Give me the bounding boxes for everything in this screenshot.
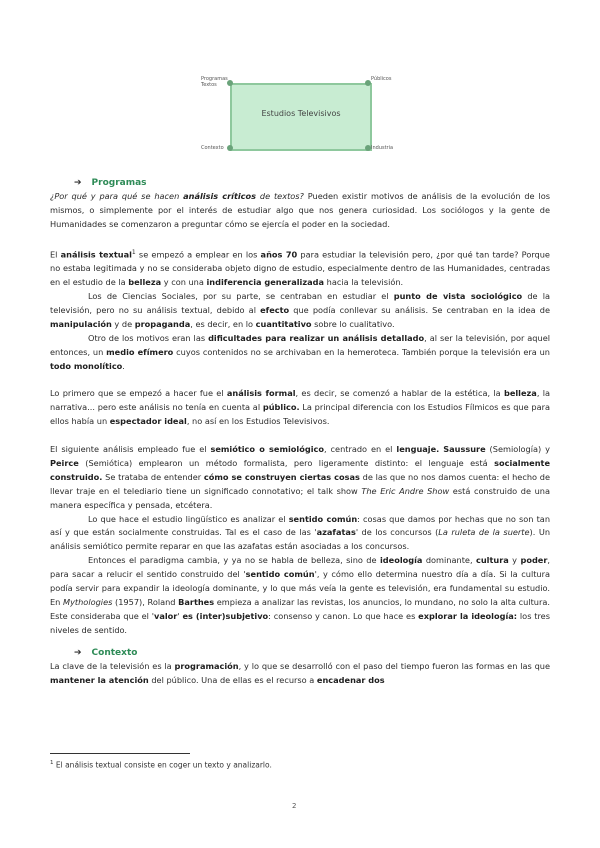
paragraph: [50, 443, 550, 513]
text-run: (1957), Roland: [112, 596, 179, 607]
footnote-separator: [50, 753, 190, 754]
emphasis: propaganda: [134, 318, 191, 329]
emphasis: Saussure: [443, 444, 486, 454]
corner-label-top-left: Programas Textos: [201, 76, 228, 88]
text-run: , centrado en el: [324, 444, 397, 454]
emphasis: lenguaje.: [396, 444, 440, 454]
footnote-text: El análisis textual consiste en coger un texto y analizarlo.: [53, 760, 272, 770]
document-body: [50, 176, 550, 688]
text-run: ', y cómo ello determina nuestro día a día. Si la cultura podía servir para expandir la ideología dominante, y lo que más veía la gente es televisión, era fundamental su estudio. En: [50, 569, 551, 607]
text-run: ). Un análisis semiótico permite reparar en que las azafatas están asociadas a los concursos.: [50, 527, 551, 552]
paragraph: [50, 387, 550, 429]
emphasis: cultura: [475, 555, 509, 566]
text-run: (Semiótica) emplearon un método formalista, pero ligeramente distinto: el lenguaje está: [78, 457, 495, 468]
text-run: , no así en los Estudios Televisivos.: [186, 416, 330, 427]
arrow-icon: ➔: [74, 647, 82, 658]
section-title: Contexto: [91, 647, 138, 658]
corner-label-top-right: Públicos: [371, 76, 392, 82]
italic-title: Mythologies: [63, 596, 113, 607]
text-run: del público. Una de ellas es el recurso a: [148, 674, 317, 685]
emphasis: mantener la atención: [50, 674, 149, 685]
text-run: los tres niveles de sentido.: [50, 610, 550, 635]
text-run: hacia la televisión.: [324, 277, 404, 288]
emphasis: poder: [520, 555, 548, 566]
emphasis: semiótico o semiológico: [210, 444, 324, 454]
text-run: , es decir, se comenzó a hablar de la estética, la: [295, 388, 504, 399]
emphasis: es (inter)subjetivo: [182, 610, 269, 621]
emphasis: explorar la ideología:: [418, 610, 518, 621]
text-run: ': [177, 610, 183, 621]
emphasis: sentido común: [288, 513, 358, 524]
emphasis: ideología: [379, 555, 423, 566]
emphasis: programación: [174, 660, 239, 671]
emphasis: belleza: [128, 277, 162, 288]
emphasis: todo monolítico: [50, 360, 123, 371]
emphasis: belleza: [503, 388, 537, 399]
text-run: cuyos contenidos no se archivaban en la hemeroteca. También porque la televisión era un: [173, 346, 550, 357]
italic-title: The Eric Andre Show: [361, 485, 450, 496]
section-title: Programas: [91, 178, 147, 188]
text-run: empieza a analizar las revistas, los anuncios, lo mundano, no solo la alta cultura. Este consideraba que el ': [50, 596, 550, 621]
emphasis: cuantitativo: [255, 318, 312, 329]
diagram-box-label: Estudios Televisivos: [261, 109, 341, 118]
emphasis: análisis formal: [226, 388, 296, 399]
text-run: para estudiar la televisión pero, ¿por qué tan tarde? Porque no estaba legitimada y no se consideraba objeto digno de estudio, especialmente dentro de las Humanidades, centradas en el estudio de la: [50, 249, 550, 288]
text-run: ' de los concursos (: [355, 527, 439, 538]
text-run: La clave de la televisión es la: [50, 660, 175, 671]
text-run: y de: [111, 318, 135, 329]
text-run: (Semiología) y: [485, 444, 550, 454]
paragraph: [50, 513, 550, 555]
emphasis: análisis críticos: [183, 191, 257, 201]
emphasis: análisis textual: [60, 249, 132, 260]
emphasis: encadenar dos: [316, 674, 385, 685]
text-run: Lo primero que se empezó a hacer fue el: [50, 388, 227, 399]
text-run: está construido de una manera específica y pensada, etcétera.: [50, 485, 550, 510]
section-heading-programas: [50, 176, 550, 190]
text-run: , para sacar a relucir el sentido construido del ': [50, 555, 550, 580]
emphasis: cómo se construyen ciertas cosas: [203, 471, 360, 482]
emphasis: azafatas: [316, 527, 356, 538]
text-run: Pueden existir motivos de análisis de la evolución de los mismos, o simplemente por el interés de estudiar algo que nos genera curiosidad. Los sociólogos y la gente de Humanidades se comenzaron a preguntar cómo se ejercía el poder en la sociedad.: [50, 191, 550, 229]
text-run: , la narrativa... pero este análisis no tenía en cuenta al: [50, 388, 551, 413]
emphasis: manipulación: [50, 318, 112, 329]
section-heading-contexto: [50, 646, 550, 660]
diagram: [0, 0, 600, 170]
emphasis: socialmente construido.: [50, 457, 550, 482]
emphasis: sentido común: [245, 569, 315, 580]
text-run: dominante,: [422, 555, 476, 566]
emphasis: espectador ideal: [109, 416, 187, 427]
text-run: , es decir, en lo: [190, 318, 256, 329]
text-run: que podía conllevar su análisis. Se centraban en la idea de: [289, 304, 551, 315]
text-run: La principal diferencia con los Estudios Fílmicos es que para ellos había un: [50, 402, 550, 427]
text-run: : consenso y canon. Lo que hace es: [268, 610, 419, 621]
text-run: Otro de los motivos eran las: [88, 332, 209, 343]
text-run: de la televisión, pero no su análisis textual, debido al: [50, 291, 551, 315]
text-run: Se trataba de entender: [102, 471, 204, 482]
page-number: 2: [292, 802, 297, 810]
text-run: Los de Ciencias Sociales, por su parte, se centraban en estudiar el: [88, 291, 394, 302]
emphasis: Barthes: [178, 596, 215, 607]
footnote-ref[interactable]: 1: [131, 248, 136, 256]
paragraph: [50, 290, 550, 332]
text-run: , y lo que se desarrolló con el paso del tiempo fueron las formas en las que: [238, 660, 550, 671]
corner-label-bottom-left: Contexto: [201, 145, 224, 151]
emphasis: medio efímero: [106, 346, 174, 357]
emphasis: años 70: [260, 249, 298, 260]
text-run: sobre lo cualitativo.: [311, 318, 395, 329]
emphasis: indiferencia generalizada: [206, 277, 325, 288]
text-run: se empezó a emplear en los: [135, 249, 261, 260]
text-run: : cosas que damos por hechas que no son tan así y que están socialmente construidas. Tal es el caso de las ': [50, 513, 551, 538]
emphasis: Peirce: [50, 457, 79, 468]
emphasis: público.: [262, 402, 300, 413]
text-run: ¿Por qué y para qué se hacen: [50, 191, 184, 201]
text-run: y con una: [161, 277, 207, 288]
emphasis: valor: [154, 610, 178, 621]
corner-label-bottom-right: Industria: [371, 145, 394, 151]
text-run: Lo que hace el estudio lingüístico es analizar el: [88, 513, 289, 524]
text-run: El: [50, 249, 61, 260]
paragraph: [50, 332, 550, 374]
emphasis: efecto: [260, 304, 290, 315]
corner-dot-bottom-left: [227, 145, 233, 151]
text-run: de textos?: [256, 191, 304, 201]
footnote: [50, 760, 272, 770]
text-run: , al ser la televisión, por aquel entonces, un: [50, 332, 551, 357]
italic-title: La ruleta de la suerte: [438, 527, 530, 538]
paragraph: [50, 660, 550, 688]
footnote-marker: 1: [50, 760, 54, 766]
paragraph: [50, 554, 550, 637]
text-run: de las que no nos damos cuenta: el hecho de llevar traje en el telediario tiene un significado connotativo; el talk show: [50, 471, 551, 496]
text-run: El siguiente análisis empleado fue el: [50, 444, 211, 454]
text-run: .: [122, 360, 125, 371]
emphasis: dificultades para realizar un análisis detallado: [208, 332, 425, 343]
paragraph: [50, 246, 550, 290]
emphasis: punto de vista sociológico: [393, 291, 523, 302]
text-run: y: [508, 555, 521, 566]
text-run: Entonces el paradigma cambia, y ya no se habla de belleza, sino de: [88, 555, 380, 566]
paragraph: [50, 190, 550, 232]
arrow-icon: ➔: [74, 178, 82, 188]
